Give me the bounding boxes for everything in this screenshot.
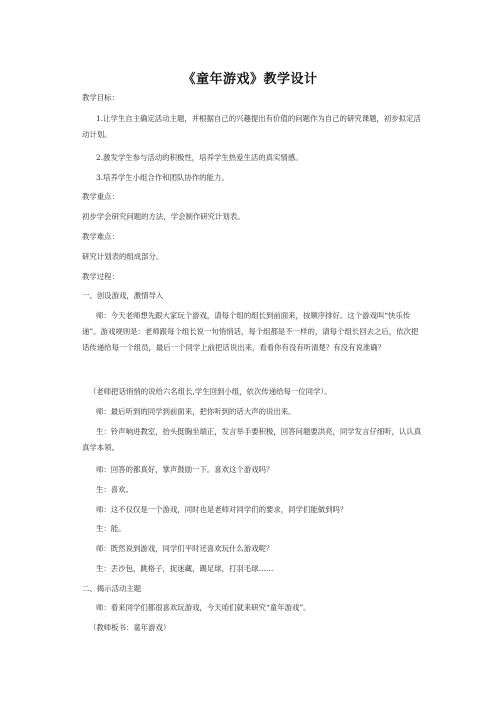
section-heading-1: 一、创设游戏，激情导入 (82, 291, 164, 300)
goal-1: 1.让学生自主确定活动主题，并根据自己的兴趣提出有价值的问题作为自己的研究课题，初步拟定活动计划。 (82, 114, 421, 139)
label-teaching-goals: 教学目标： (82, 93, 119, 102)
key-points-text: 初步学会研究问题的方法，学会制作研究计划表。 (82, 212, 245, 221)
label-key-points: 教学重点： (82, 192, 119, 201)
teacher-line-1: 师：最后听到的同学到前面来，把你听到的话大声的说出来。 (96, 407, 296, 416)
teacher-line-3: 师：这不仅仅是一个游戏，同时也是老师对同学们的要求，同学们能做到吗？ (96, 505, 348, 514)
stage-direction-2: （教师板书：童年游戏） (89, 623, 171, 632)
student-line-3: 生：能。 (96, 524, 126, 533)
teacher-line-4: 师：既然说到游戏，同学们平时还喜欢玩什么游戏呢？ (96, 544, 274, 553)
document-title: 《童年游戏》教学设计 (182, 72, 318, 87)
goal-3: 3.培养学生小组合作和团队协作的能力。 (96, 173, 229, 182)
stage-direction-1: （老师把话悄悄的说给六名组长,学生回到小组，依次传递给每一位同学）。 (89, 387, 332, 396)
student-line-2: 生：喜欢。 (96, 485, 133, 494)
goal-2: 2.激发学生参与活动的积极性，培养学生热爱生活的真实情感。 (96, 153, 303, 162)
teacher-line-2: 师：回答的都真好，掌声鼓励一下。喜欢这个游戏吗？ (96, 465, 274, 474)
label-difficulties: 教学难点： (82, 232, 119, 241)
section-heading-2: 二、揭示活动主题 (82, 584, 142, 593)
difficulties-text: 研究计划表的组成部分。 (82, 252, 164, 261)
label-process: 教学过程： (82, 272, 119, 281)
teacher-line-5: 师：看来同学们都很喜欢玩游戏，今天咱们就来研究“童年游戏”。 (96, 603, 311, 612)
student-line-4: 生：丢沙包，跳格子，捉迷藏，踢足球，打羽毛球…… (96, 564, 274, 573)
student-line-1: 生：铃声响进教室，抬头挺胸坐端正，发言举手要积极，回答问题要洪亮，同学发言仔细听，认认真真学本领。 (82, 427, 422, 452)
teacher-intro: 师：今天老师想先跟大家玩个游戏，请每个组的组长到前面来，按顺序排好。这个游戏叫“快乐传递”。游戏规则是：老师跟每个组长说一句悄悄话，每个组都是不一样的，请每个组长回去之后，依次把话传递给每一个组员，最后一个同学上前把话说出来，看看你有没有听清楚？有没有说准确？ (82, 311, 419, 352)
